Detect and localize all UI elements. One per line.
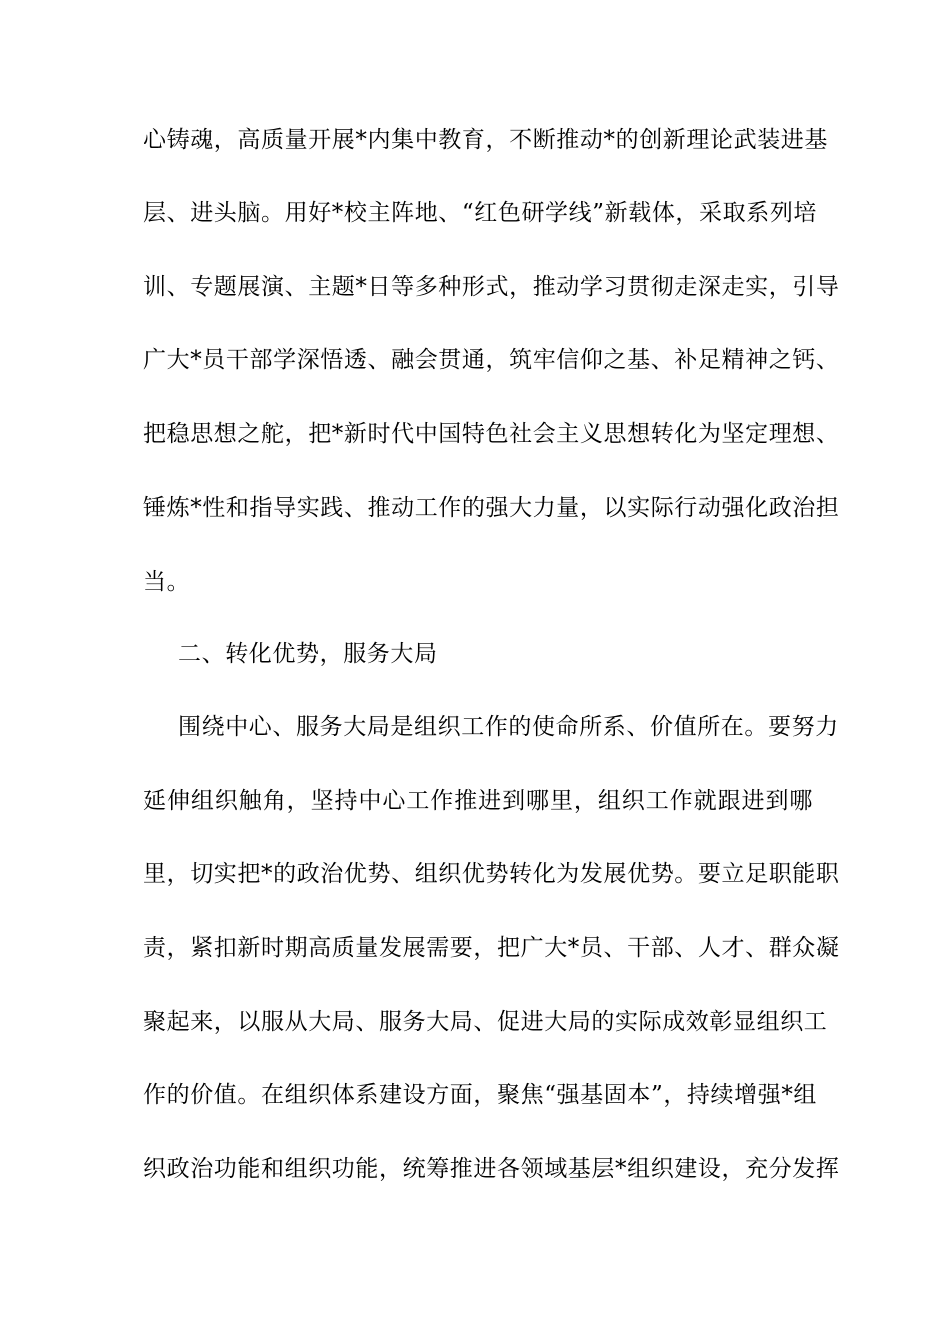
paragraph-line-4: 广大*员干部学深悟透、融会贯通，筑牢信仰之基、补足精神之钙、 <box>143 347 840 373</box>
paragraph-line-8: 围绕中心、服务大局是组织工作的使命所系、价值所在。要努力 <box>178 714 839 740</box>
paragraph-line-11: 责，紧扣新时期高质量发展需要，把广大*员、干部、人才、群众凝 <box>143 935 840 961</box>
paragraph-line-9: 延伸组织触角，坚持中心工作推进到哪里，组织工作就跟进到哪 <box>143 788 813 814</box>
paragraph-line-12: 聚起来，以服从大局、服务大局、促进大局的实际成效彰显组织工 <box>143 1009 828 1035</box>
paragraph-line-7: 当。 <box>143 569 191 595</box>
section-heading: 二、转化优势，服务大局 <box>178 641 438 667</box>
paragraph-line-14: 织政治功能和组织功能，统筹推进各领域基层*组织建设，充分发挥 <box>143 1156 840 1182</box>
paragraph-line-10: 里，切实把*的政治优势、组织优势转化为发展优势。要立足职能职 <box>143 861 840 887</box>
paragraph-line-13: 作的价值。在组织体系建设方面，聚焦“强基固本”，持续增强*组 <box>143 1082 818 1108</box>
paragraph-line-5: 把稳思想之舵，把*新时代中国特色社会主义思想转化为坚定理想、 <box>143 421 840 447</box>
paragraph-line-2: 层、进头脑。用好*校主阵地、“红色研学线”新载体，采取系列培 <box>143 200 818 226</box>
paragraph-line-3: 训、专题展演、主题*日等多种形式，推动学习贯彻走深走实，引导 <box>143 274 840 300</box>
paragraph-line-6: 锤炼*性和指导实践、推动工作的强大力量，以实际行动强化政治担 <box>143 495 840 521</box>
paragraph-line-1: 心铸魂，高质量开展*内集中教育，不断推动*的创新理论武装进基 <box>143 127 828 153</box>
